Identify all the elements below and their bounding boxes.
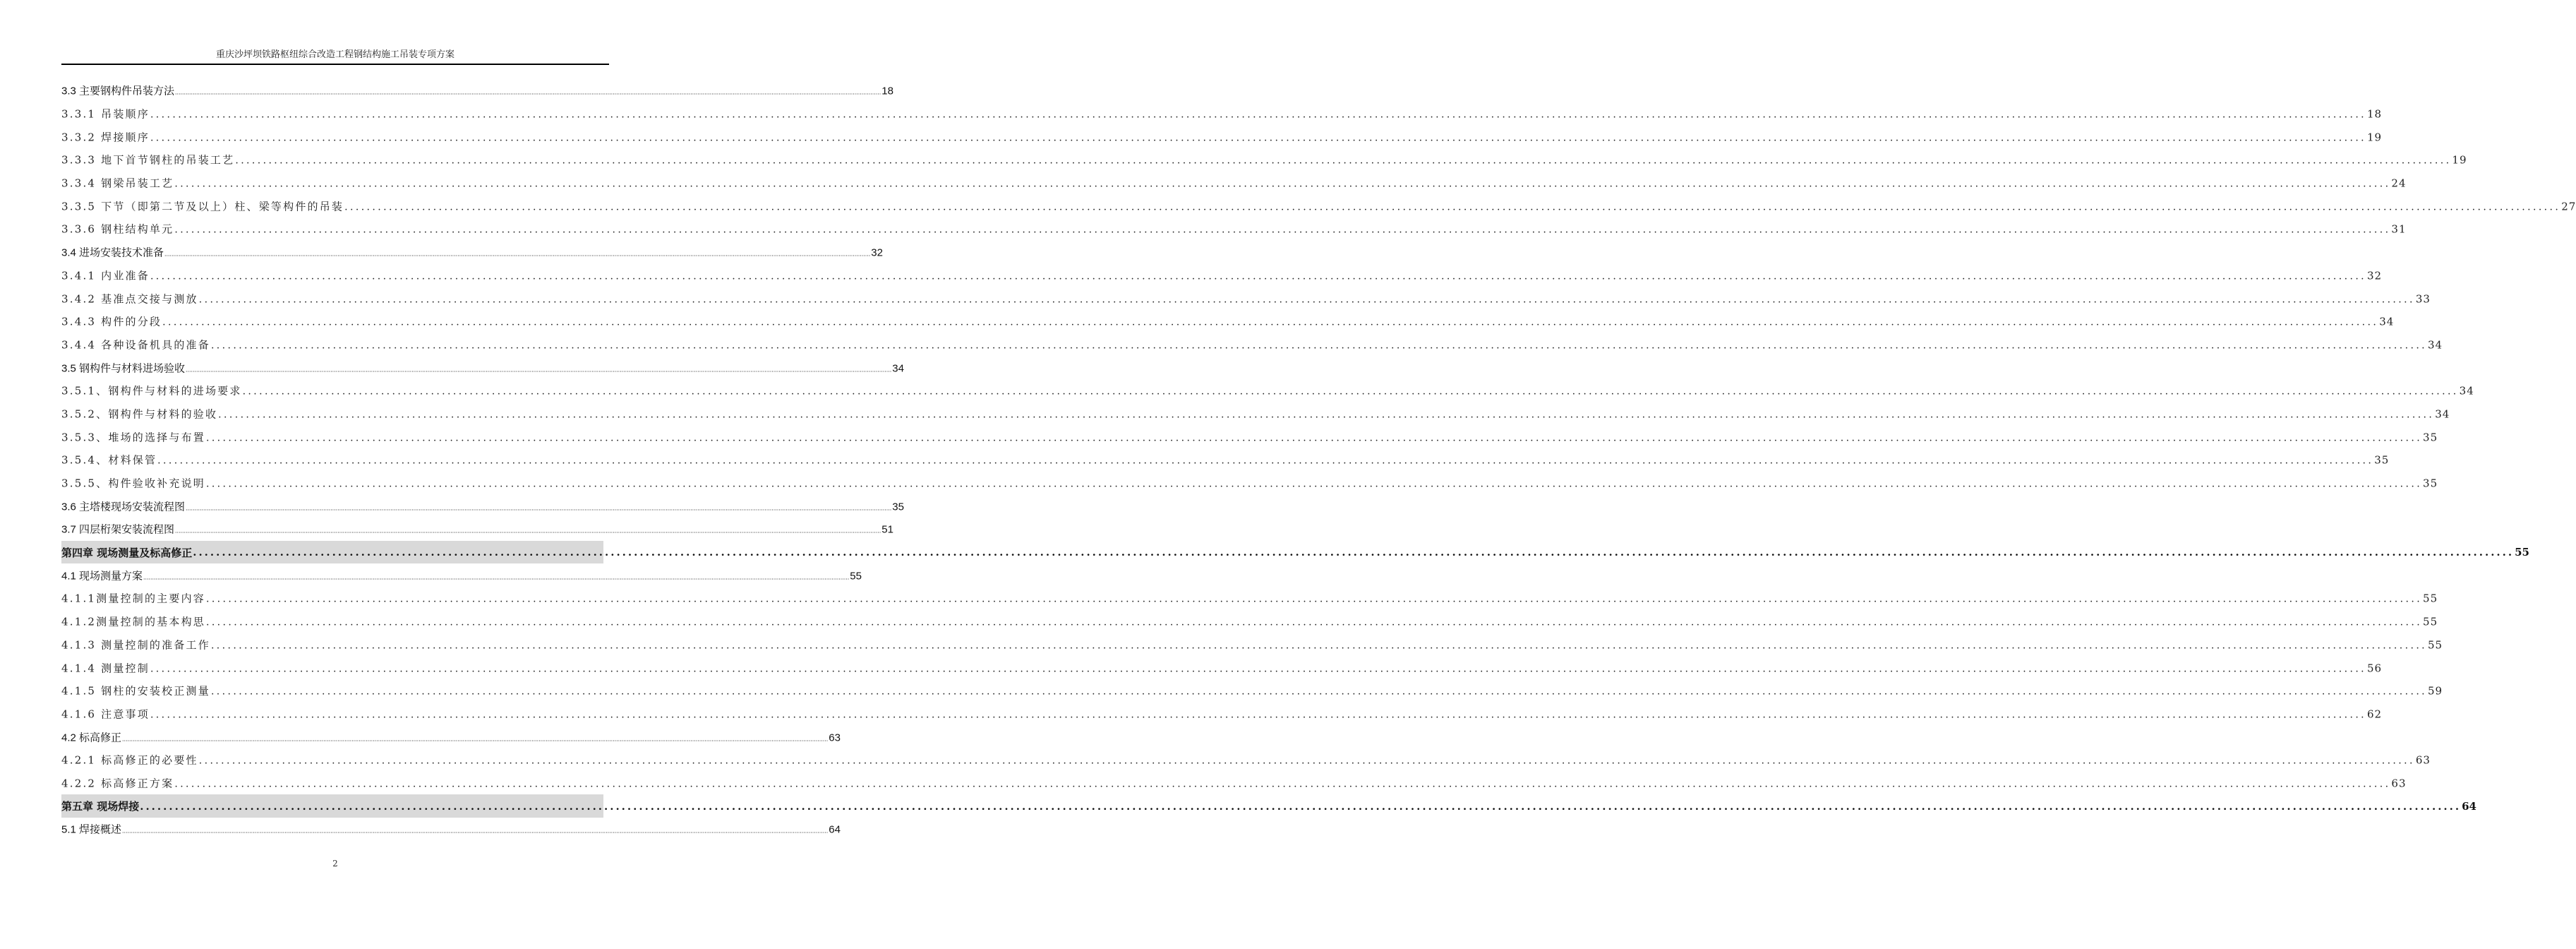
toc-entry-line bbox=[61, 729, 841, 744]
toc-entry-page: 34 bbox=[2459, 384, 2474, 398]
toc-entry-page: 34 bbox=[892, 362, 904, 375]
dot-leader: ................................................................................................................................................................................................................................................................................................................................................................................................................ bbox=[150, 270, 2367, 282]
toc-entry-sub[interactable] bbox=[61, 264, 2383, 287]
toc-entry-label: 3.4 进场安装技术准备 bbox=[61, 246, 164, 259]
toc-entry-page: 18 bbox=[881, 85, 893, 97]
toc-entry-label: 第五章 现场焊接 bbox=[61, 800, 140, 813]
toc-entry-page: 55 bbox=[850, 570, 862, 583]
toc-entry-line bbox=[61, 775, 2407, 790]
dot-leader: ................................................................................................................................................................................................................................................................................................................................................................................................................ bbox=[150, 109, 2367, 121]
toc-entry-sec[interactable] bbox=[61, 494, 904, 518]
toc-entry-label: 3.5.5、构件验收补充说明 bbox=[61, 477, 205, 490]
toc-entry-chap[interactable] bbox=[61, 794, 2476, 818]
dot-leader: ................................................................................................................................................................................................................................................................................................................................................................................................................ bbox=[140, 799, 2462, 813]
page-footer bbox=[0, 859, 670, 869]
toc-entry-label: 5.1 焊接概述 bbox=[61, 823, 122, 836]
toc-entry-page: 27 bbox=[2561, 200, 2576, 213]
toc-entry-line bbox=[61, 822, 841, 837]
toc-entry-page: 31 bbox=[2391, 222, 2407, 236]
toc-entry-line bbox=[61, 337, 2443, 352]
document-title: 重庆沙坪坝铁路枢纽综合改造工程钢结构施工吊装专项方案 bbox=[215, 49, 455, 60]
toc-entry-page: 34 bbox=[2428, 338, 2443, 352]
toc-entry-label: 3.3.4 钢梁吊装工艺 bbox=[61, 177, 174, 190]
toc-entry-line bbox=[61, 637, 2443, 652]
toc-entry-page: 51 bbox=[881, 523, 893, 536]
toc-entry-line bbox=[61, 314, 2395, 329]
toc-entry-line bbox=[61, 222, 2407, 237]
toc-entry-page: 35 bbox=[2423, 431, 2438, 444]
dot-leader: ................................................................................................................................................................................................................................................................................................................................................................................................................ bbox=[162, 316, 2379, 328]
toc-entry-line bbox=[61, 541, 2529, 564]
toc-entry-label: 3.4.2 基准点交接与测放 bbox=[61, 292, 198, 306]
toc-entry-page: 63 bbox=[2391, 777, 2407, 790]
toc-entry-sub[interactable] bbox=[61, 703, 2383, 726]
dot-leader: ................................................................................................................................................................................................................................................................................................................................................................................................................ bbox=[210, 686, 2428, 698]
toc-entry-sec[interactable] bbox=[61, 818, 841, 841]
dot-leader: ................................................................................................................................................................................................................................................................................................................................................................................................................ bbox=[122, 735, 829, 743]
toc-entry-sub[interactable] bbox=[61, 772, 2407, 795]
toc-entry-line bbox=[61, 753, 2431, 768]
toc-entry-sec[interactable] bbox=[61, 725, 841, 748]
dot-leader: ................................................................................................................................................................................................................................................................................................................................................................................................................ bbox=[205, 593, 2423, 605]
page-number: 2 bbox=[332, 859, 338, 869]
toc-entry-line bbox=[61, 245, 883, 260]
toc-entry-sub[interactable] bbox=[61, 172, 2407, 195]
dot-leader: ................................................................................................................................................................................................................................................................................................................................................................................................................ bbox=[164, 250, 871, 258]
toc-entry-page: 19 bbox=[2452, 153, 2467, 167]
toc-entry-label: 3.5.3、堆场的选择与布置 bbox=[61, 431, 205, 444]
toc-entry-line bbox=[61, 83, 893, 98]
toc-entry-line bbox=[61, 107, 2383, 121]
toc-entry-label: 3.5 钢构件与材料进场验收 bbox=[61, 362, 186, 375]
dot-leader: ................................................................................................................................................................................................................................................................................................................................................................................................................ bbox=[235, 155, 2452, 167]
dot-leader: ................................................................................................................................................................................................................................................................................................................................................................................................................ bbox=[198, 294, 2415, 306]
dot-leader: ................................................................................................................................................................................................................................................................................................................................................................................................................ bbox=[150, 709, 2367, 721]
toc-entry-page: 63 bbox=[829, 732, 841, 744]
dot-leader: ................................................................................................................................................................................................................................................................................................................................................................................................................ bbox=[198, 755, 2415, 767]
toc-entry-label: 4.1.3 测量控制的准备工作 bbox=[61, 638, 210, 652]
toc-entry-page: 64 bbox=[829, 823, 841, 836]
dot-leader: ................................................................................................................................................................................................................................................................................................................................................................................................................ bbox=[218, 409, 2435, 421]
toc-entry-label: 3.5.4、材料保管 bbox=[61, 453, 157, 467]
toc-entry-label: 3.3.1 吊装顺序 bbox=[61, 107, 150, 121]
toc-entry-line bbox=[61, 706, 2383, 721]
toc-entry-label: 4.1.4 测量控制 bbox=[61, 662, 150, 675]
toc-entry-sub[interactable] bbox=[61, 425, 2438, 448]
dot-leader: ................................................................................................................................................................................................................................................................................................................................................................................................................ bbox=[174, 178, 2391, 190]
toc-entry-page: 35 bbox=[2423, 477, 2438, 490]
toc-entry-line bbox=[61, 660, 2383, 675]
toc-entry-sub[interactable] bbox=[61, 333, 2443, 357]
toc-entry-page: 24 bbox=[2391, 177, 2407, 190]
toc-entry-page: 62 bbox=[2367, 708, 2383, 721]
page-header bbox=[61, 48, 609, 65]
toc-entry-label: 4.2 标高修正 bbox=[61, 732, 122, 744]
toc-entry-label: 4.1.2测量控制的基本构思 bbox=[61, 615, 205, 628]
toc-entry-sub[interactable] bbox=[61, 402, 2450, 426]
dot-leader: ................................................................................................................................................................................................................................................................................................................................................................................................................ bbox=[205, 616, 2423, 628]
toc-entry-line bbox=[61, 406, 2450, 421]
toc-entry-line bbox=[61, 476, 2438, 491]
toc-entry-sub[interactable] bbox=[61, 217, 2407, 241]
toc-entry-line bbox=[61, 268, 2383, 282]
toc-entry-page: 32 bbox=[2367, 269, 2383, 282]
toc-entry-page: 55 bbox=[2423, 592, 2438, 605]
toc-entry-line bbox=[61, 153, 2467, 167]
toc-entry-page: 19 bbox=[2367, 131, 2383, 144]
toc-entry-label: 3.3.5 下节（即第二节及以上）柱、梁等构件的吊装 bbox=[61, 200, 344, 213]
dot-leader: ................................................................................................................................................................................................................................................................................................................................................................................................................ bbox=[193, 546, 2515, 559]
toc-entry-line bbox=[61, 383, 2474, 398]
toc-entry-label: 3.3.3 地下首节钢柱的吊装工艺 bbox=[61, 153, 235, 167]
toc-entry-sub[interactable] bbox=[61, 125, 2383, 148]
toc-entry-page: 56 bbox=[2367, 662, 2383, 675]
toc-entry-line bbox=[61, 360, 904, 375]
toc-entry-sec[interactable] bbox=[61, 356, 904, 379]
toc-entry-line bbox=[61, 522, 893, 537]
toc-entry-sub[interactable] bbox=[61, 310, 2395, 333]
toc-entry-line bbox=[61, 794, 2476, 818]
dot-leader: ................................................................................................................................................................................................................................................................................................................................................................................................................ bbox=[210, 340, 2428, 352]
toc-entry-label: 4.1.1测量控制的主要内容 bbox=[61, 592, 205, 605]
toc-entry-page: 55 bbox=[2515, 546, 2529, 559]
toc-entry-sub[interactable] bbox=[61, 148, 2467, 172]
toc-entry-label: 3.4.1 内业准备 bbox=[61, 269, 150, 282]
toc-entry-page: 35 bbox=[892, 501, 904, 513]
toc-entry-label: 4.1 现场测量方案 bbox=[61, 570, 143, 583]
dot-leader: ................................................................................................................................................................................................................................................................................................................................................................................................................ bbox=[186, 366, 892, 374]
toc-entry-sub[interactable] bbox=[61, 472, 2438, 495]
toc-entry-line bbox=[61, 568, 862, 583]
toc-entry-page: 64 bbox=[2462, 799, 2476, 813]
toc-entry-sub[interactable] bbox=[61, 287, 2431, 310]
toc-entry-sub[interactable] bbox=[61, 587, 2438, 610]
toc-entry-line bbox=[61, 429, 2438, 444]
toc-entry-sec[interactable] bbox=[61, 79, 893, 102]
toc-entry-page: 55 bbox=[2428, 638, 2443, 652]
dot-leader: ................................................................................................................................................................................................................................................................................................................................................................................................................ bbox=[242, 386, 2459, 398]
toc-entry-label: 3.5.2、钢构件与材料的验收 bbox=[61, 407, 218, 421]
dot-leader: ................................................................................................................................................................................................................................................................................................................................................................................................................ bbox=[122, 827, 829, 835]
toc-entry-line bbox=[61, 198, 2576, 213]
toc-entry-line bbox=[61, 614, 2438, 629]
toc-entry-sub[interactable] bbox=[61, 748, 2431, 772]
toc-entry-sub[interactable] bbox=[61, 679, 2443, 703]
dot-leader: ................................................................................................................................................................................................................................................................................................................................................................................................................ bbox=[344, 201, 2561, 213]
dot-leader: ................................................................................................................................................................................................................................................................................................................................................................................................................ bbox=[210, 640, 2428, 652]
toc-entry-line bbox=[61, 291, 2431, 306]
toc-entry-page: 33 bbox=[2415, 292, 2431, 306]
toc-entry-sub[interactable] bbox=[61, 194, 2576, 217]
toc-entry-sec[interactable] bbox=[61, 241, 883, 264]
table-of-contents bbox=[61, 79, 2576, 841]
toc-entry-sub[interactable] bbox=[61, 656, 2383, 679]
toc-entry-page: 63 bbox=[2415, 753, 2431, 767]
toc-entry-sub[interactable] bbox=[61, 448, 2390, 472]
toc-entry-sub[interactable] bbox=[61, 102, 2383, 126]
toc-entry-label: 3.3 主要钢构件吊装方法 bbox=[61, 85, 175, 97]
toc-entry-sub[interactable] bbox=[61, 610, 2438, 633]
toc-entry-sec[interactable] bbox=[61, 563, 862, 587]
dot-leader: ................................................................................................................................................................................................................................................................................................................................................................................................................ bbox=[186, 504, 892, 512]
toc-entry-line bbox=[61, 591, 2438, 606]
toc-entry-sec[interactable] bbox=[61, 518, 893, 541]
dot-leader: ................................................................................................................................................................................................................................................................................................................................................................................................................ bbox=[143, 573, 850, 581]
toc-entry-label: 3.5.1、钢构件与材料的进场要求 bbox=[61, 384, 242, 398]
toc-entry-label: 4.2.1 标高修正的必要性 bbox=[61, 753, 198, 767]
toc-entry-label: 4.1.5 钢柱的安装校正测量 bbox=[61, 684, 210, 698]
toc-entry-line bbox=[61, 129, 2383, 144]
toc-entry-label: 第四章 现场测量及标高修正 bbox=[61, 546, 193, 559]
toc-entry-page: 32 bbox=[871, 246, 883, 259]
dot-leader: ................................................................................................................................................................................................................................................................................................................................................................................................................ bbox=[175, 527, 881, 535]
dot-leader: ................................................................................................................................................................................................................................................................................................................................................................................................................ bbox=[150, 663, 2367, 675]
toc-entry-page: 55 bbox=[2423, 615, 2438, 628]
toc-entry-label: 3.3.6 钢柱结构单元 bbox=[61, 222, 174, 236]
toc-entry-page: 35 bbox=[2374, 453, 2390, 467]
dot-leader: ................................................................................................................................................................................................................................................................................................................................................................................................................ bbox=[175, 88, 881, 96]
toc-entry-label: 3.6 主塔楼现场安装流程图 bbox=[61, 501, 186, 513]
toc-entry-page: 59 bbox=[2428, 684, 2443, 698]
toc-entry-page: 18 bbox=[2367, 107, 2383, 121]
toc-entry-page: 34 bbox=[2379, 315, 2395, 328]
dot-leader: ................................................................................................................................................................................................................................................................................................................................................................................................................ bbox=[205, 478, 2423, 490]
toc-entry-line bbox=[61, 176, 2407, 191]
dot-leader: ................................................................................................................................................................................................................................................................................................................................................................................................................ bbox=[174, 224, 2391, 236]
toc-entry-label: 3.4.3 构件的分段 bbox=[61, 315, 162, 328]
toc-entry-sub[interactable] bbox=[61, 379, 2474, 402]
toc-entry-line bbox=[61, 684, 2443, 698]
dot-leader: ................................................................................................................................................................................................................................................................................................................................................................................................................ bbox=[205, 432, 2423, 444]
toc-entry-page: 34 bbox=[2435, 407, 2450, 421]
dot-leader: ................................................................................................................................................................................................................................................................................................................................................................................................................ bbox=[150, 132, 2367, 144]
toc-entry-sub[interactable] bbox=[61, 633, 2443, 657]
toc-entry-label: 3.7 四层桁架安装流程图 bbox=[61, 523, 175, 536]
toc-entry-label: 4.1.6 注意事项 bbox=[61, 708, 150, 721]
dot-leader: ................................................................................................................................................................................................................................................................................................................................................................................................................ bbox=[157, 455, 2374, 467]
dot-leader: ................................................................................................................................................................................................................................................................................................................................................................................................................ bbox=[174, 778, 2391, 790]
toc-entry-chap[interactable] bbox=[61, 541, 2529, 564]
toc-entry-label: 3.3.2 焊接顺序 bbox=[61, 131, 150, 144]
toc-entry-label: 4.2.2 标高修正方案 bbox=[61, 777, 174, 790]
toc-entry-label: 3.4.4 各种设备机具的准备 bbox=[61, 338, 210, 352]
toc-entry-line bbox=[61, 453, 2390, 467]
toc-entry-line bbox=[61, 499, 904, 513]
